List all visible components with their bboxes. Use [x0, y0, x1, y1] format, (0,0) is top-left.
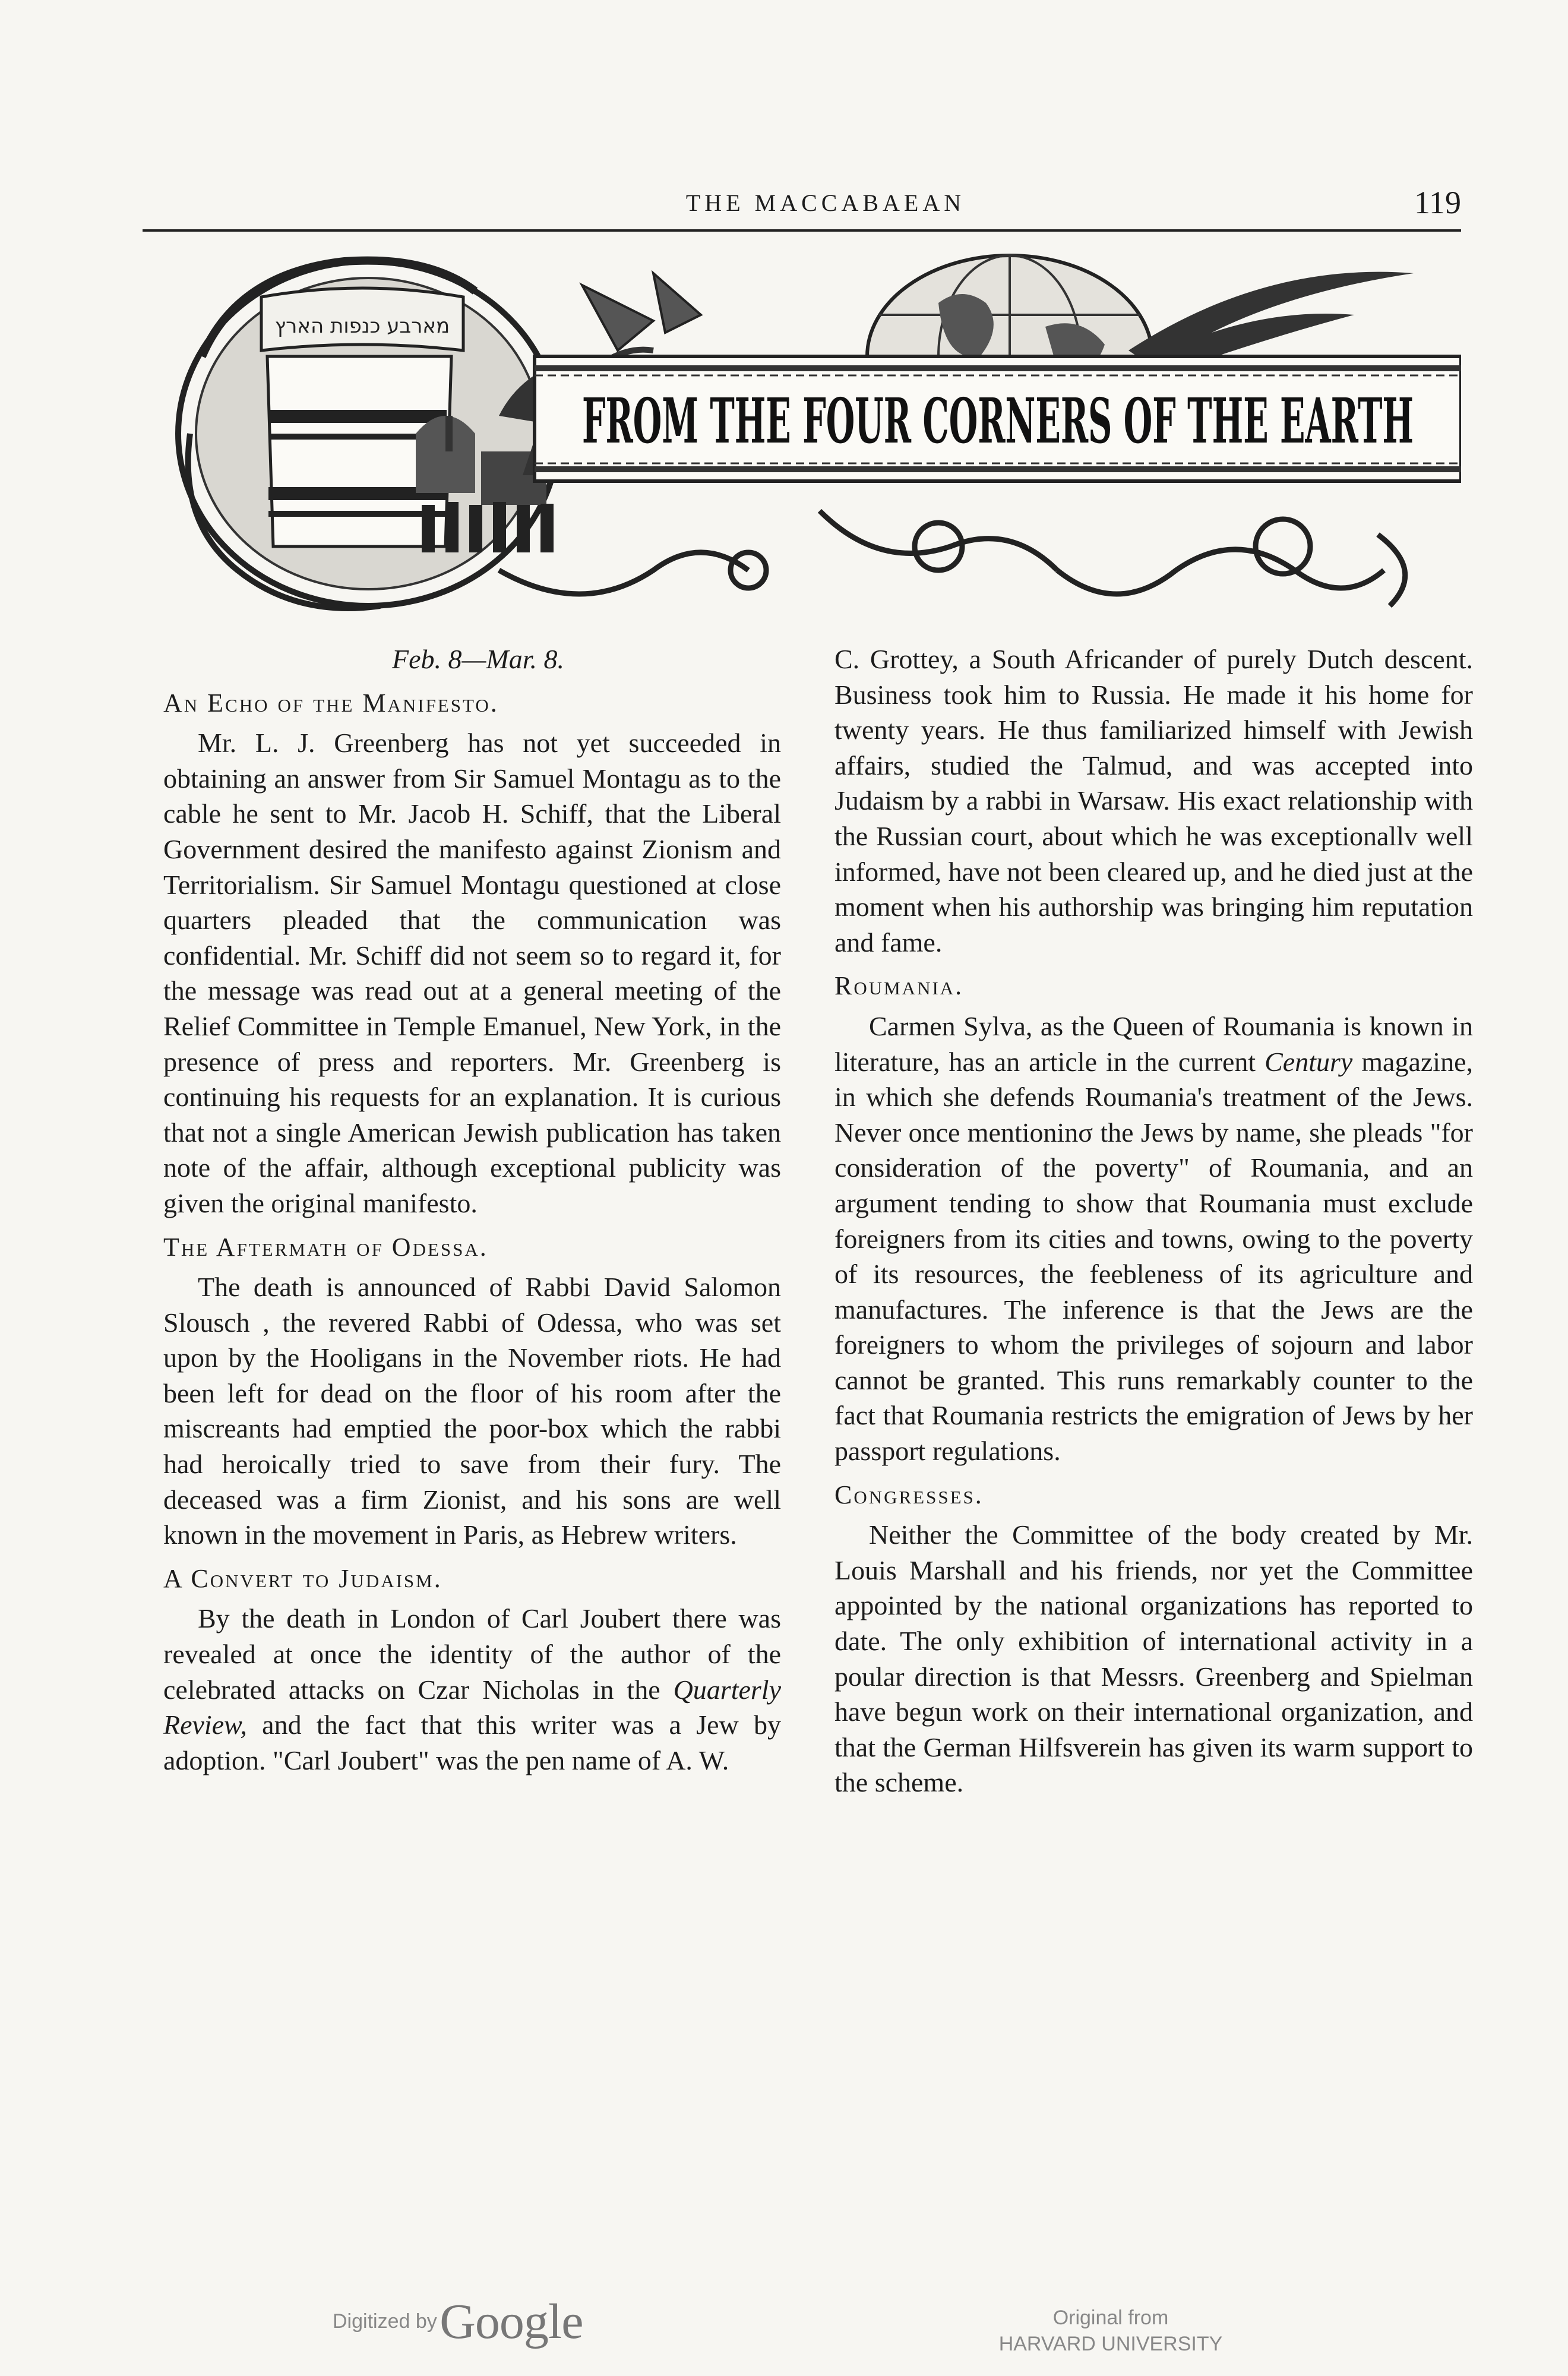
header-rule: [143, 229, 1461, 232]
digitized-credit: [333, 2293, 583, 2350]
source-credit: [974, 2305, 1247, 2357]
article-paragraph: Mr. L. J. Greenberg has not yet succeeded in obtaining an answer from Sir Samuel Montagu as to the cable he sent to Mr. Jacob H. Schiff, that the Liberal Government desired the manifesto against Zionism and Territorialism. Sir Samuel Montagu questioned at close quarters pleaded that the communication was confidential. Mr. Schiff did not seem so to regard it, for the message was read out at a general meeting of the Relief Committee in Temple Emanuel, New York, in the presence of press and reporters. Mr. Greenberg is continuing his requests for an explanation. It is curious that not a single American Jewish publication has taken note of the affair, although exceptional publicity was given the original manifesto.: [163, 728, 781, 1218]
text-run: Carmen Sylva, as the Queen of Roumania is known in literature, has an article in the current: [834, 1010, 1473, 1077]
running-title: THE MACCABAEAN: [685, 189, 966, 216]
italic-title: Quarterly Review,: [163, 1674, 781, 1740]
left-column: [163, 642, 781, 1778]
original-from-label: Original from: [1052, 2307, 1169, 2329]
section-banner: [166, 238, 1461, 642]
article-paragraph: C. Grottey, a South Africander of purely Dutch descent. Business took him to Russia. He made it his home for twenty years. He thus familiarized himself with Jewish affairs, studied the Talmud, and was accepted into Judaism by a rabbi in Warsaw. His exact relationship with the Russian court, about which he was exceptionallv well informed, have not been cleared up, and he died just at the moment when his authorship was bringing him reputation and fame.: [834, 644, 1473, 958]
text-run: magazine, in which she defends Roumania's treatment of the Jews. Never once mentioninσ the Jews by name, she pleads "for consideration of the poverty" of Roumania, and an argument tending to show that Roumania must exclude foreigners from its cities and towns, owing to the poverty of its resources, the feebleness of its agriculture and manufactures. The inference is that the Jews are the foreigners to whom the privileges of sojourn and labor cannot be granted. This runs remarkably counter to the fact that Roumania restricts the emigration of Jews by her passport regulations.: [834, 1046, 1473, 1467]
google-logo: Google: [440, 2294, 583, 2349]
hebrew-caption: מארבע כנפות הארץ: [274, 314, 450, 338]
right-column: [834, 642, 1473, 1800]
banner-title: FROM THE FOUR CORNERS OF THE EARTH: [582, 384, 1414, 457]
title-ribbon: [535, 356, 1461, 481]
flag-ornament: [582, 273, 701, 350]
section-heading: Congresses.: [834, 1480, 984, 1509]
scroll-ornament: [499, 511, 1405, 606]
text-run: and the fact that this writer was a Jew by adoption. "Carl Joubert" was the pen name of A. W.: [163, 1710, 781, 1775]
article-paragraph: The death is announced of Rabbi David Salomon Slousch , the revered Rabbi of Odessa, who was set upon by the Hooligans in the November riots. He had been left for dead on the floor of his room after the miscreants had emptied the poor-box which the rabbi had heroically tried to save from their fury. The deceased was a firm Zionist, and his sons are well known in the movement in Paris, as Hebrew writers.: [163, 1272, 781, 1550]
banner-illustration: [166, 238, 1461, 642]
section-heading: An Echo of the Manifesto.: [163, 688, 499, 718]
article-paragraph: [834, 1009, 1473, 1469]
text-run: By the death in London of Carl Joubert there was revealed at once the identity of the author of the celebrated attacks on Czar Nicholas in the: [163, 1603, 781, 1705]
institution-label: HARVARD UNIVERSITY: [998, 2333, 1223, 2355]
section-heading: Roumania.: [834, 971, 964, 1001]
page-number: 119: [1414, 185, 1461, 220]
italic-title: Century: [1264, 1046, 1353, 1077]
section-heading: The Aftermath of Odessa.: [163, 1232, 488, 1262]
running-head: [143, 185, 1461, 236]
date-line: Feb. 8—Mar. 8.: [391, 644, 565, 674]
section-heading: A Convert to Judaism.: [163, 1563, 442, 1593]
article-paragraph: [163, 1601, 781, 1778]
article-paragraph: Neither the Committee of the body created by Mr. Louis Marshall and his friends, nor yet the Committee appointed by the national organizations has reported to date. The only exhibition of international activity in a poular direction is that Messrs. Greenberg and Spielman have begun work on their international organization, and that the German Hilfsverein has given its warm support to the scheme.: [834, 1519, 1473, 1798]
digitized-by-label: Digitized by: [333, 2310, 437, 2333]
